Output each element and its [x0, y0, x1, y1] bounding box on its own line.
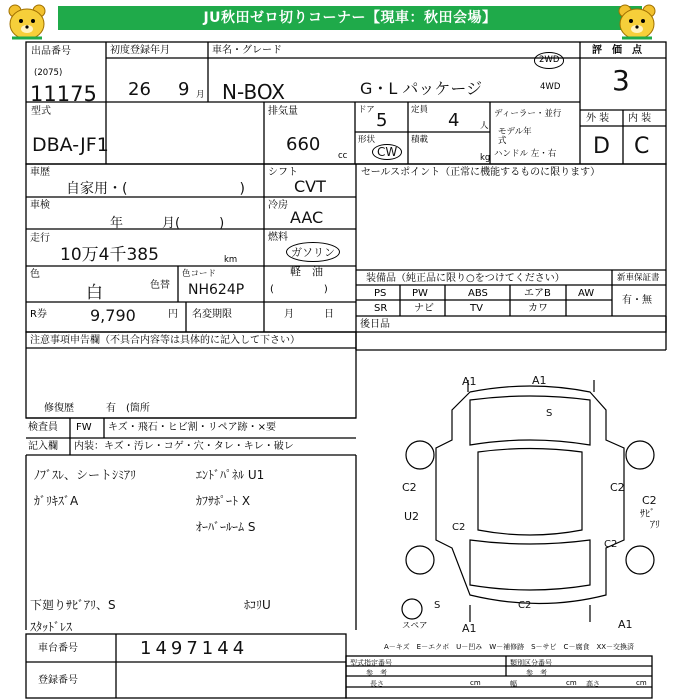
drive-4wd: 4WD [540, 82, 561, 92]
score-value: 3 [612, 64, 630, 97]
damage-mark: S [434, 600, 441, 611]
model-value: DBA-JF1 [32, 134, 109, 156]
handle-label: ハンドル 左・右 [494, 149, 557, 159]
note-line-6: ｶﾌｻﾎﾟｰﾄ X [196, 494, 251, 508]
load-unit: kg [480, 153, 491, 163]
fw-label: FW [76, 422, 92, 433]
capacity-value: 4 [448, 110, 460, 131]
color-code-value: NH624P [188, 282, 245, 298]
chassis-label: 車台番号 [38, 643, 78, 654]
registration-year: 26 [128, 79, 151, 100]
grade-value: G・L パッケージ [360, 79, 483, 98]
equip-leather: カワ [528, 303, 548, 314]
displacement-unit: cc [338, 151, 348, 161]
name-change-label: 名変期限 [192, 309, 232, 320]
history-label: 車歴 [30, 167, 50, 178]
damage-mark: U2 [404, 510, 420, 523]
fuel-gas-text: ガソリン [291, 246, 335, 259]
name-change-unit: 月 日 [284, 309, 334, 320]
car-damage-diagram [402, 380, 654, 622]
mileage-unit: km [224, 255, 238, 265]
damage-mark: C2 [402, 481, 417, 494]
damage-mark: A1 [462, 622, 477, 635]
equip-sr: SR [374, 303, 388, 314]
damage-mark: C2 [518, 600, 532, 611]
note-line-8: ﾎｺﾘU [244, 598, 271, 612]
note-line-3: 下廻りｻﾋﾞｱﾘ、S [30, 598, 116, 612]
fuel-paren: ( ) [270, 284, 328, 295]
shift-value: CVT [294, 177, 326, 196]
ref-label-1: 参 考 [366, 669, 387, 677]
exterior-value: D [593, 134, 610, 159]
recycle-unit: 円 [168, 309, 178, 320]
mileage-label: 走行 [30, 233, 50, 244]
capacity-unit: 人 [480, 121, 489, 131]
shape-value-text: CW [377, 145, 398, 159]
notes-header: 注意事項申告欄（不具合内容等は具体的に記入して下さい） [30, 335, 300, 346]
kizu-row: キズ・飛石・ヒビ割・リペア跡・×要 [108, 422, 276, 433]
repair-history-label: 修復歴 [44, 403, 74, 414]
equip-ps: PS [374, 288, 387, 299]
note-line-2: ｶﾞﾘｷｽﾞA [34, 494, 79, 508]
first-registration-label: 初度登録年月 [110, 45, 170, 56]
damage-mark: C2 [610, 481, 625, 494]
registration-month: 9 [178, 79, 190, 100]
equip-tv: TV [470, 303, 483, 314]
warranty-label: 新車保証書 [617, 273, 660, 283]
car-name-label: 車名・グレード [212, 45, 282, 56]
doors-label: ドア [358, 105, 375, 115]
interior-label: 内 装 [628, 113, 652, 124]
width-unit: cm [566, 679, 577, 687]
after-items-label: 後日品 [360, 319, 390, 330]
color-code-label: 色コード [182, 269, 217, 279]
score-label: 評 価 点 [592, 45, 642, 56]
type-cert-label: 型式指定番号 [350, 659, 392, 667]
category-label: 類別区分番号 [510, 659, 552, 667]
exterior-label: 外 装 [586, 113, 610, 124]
damage-mark: ｱﾘ [650, 520, 660, 531]
equip-pw: PW [412, 288, 428, 299]
doors-value: 5 [376, 110, 388, 131]
displacement-value: 660 [286, 134, 321, 155]
recycle-value: 9,790 [90, 306, 136, 325]
width-label: 幅 [510, 680, 517, 688]
damage-mark: C2 [452, 522, 466, 533]
shift-label: シフト [268, 167, 298, 178]
color-label: 色 [30, 269, 40, 280]
lot-number-label: 出品番号 [31, 46, 71, 57]
plate-label: 登録番号 [38, 675, 78, 686]
damage-mark: C2 [642, 494, 657, 507]
inspector-label: 検査員 [28, 422, 58, 433]
length-unit: cm [470, 679, 481, 687]
lot-number-value: 11175 [30, 82, 97, 106]
damage-mark: A1 [462, 375, 477, 388]
note-line-4: ｽﾀｯﾄﾞﾚｽ [30, 620, 73, 634]
inspection-value: 年 月( ) [110, 216, 225, 231]
model-year-label: モデル年式 [498, 127, 532, 146]
page-title: JU秋田ゼロ切りコーナー【現車：秋田会場】 [58, 6, 642, 30]
length-label: 長さ [370, 680, 384, 688]
height-label: 高さ [586, 680, 600, 688]
repair-history-value: 有 (箇所 [106, 403, 150, 414]
mileage-value: 10万4千385 [60, 245, 159, 265]
history-value: 自家用・( ) [66, 181, 245, 197]
damage-mark: A1 [618, 618, 633, 631]
interior-value: C [634, 134, 650, 159]
damage-mark: A1 [532, 374, 547, 387]
fuel-diesel: 軽 油 [290, 265, 323, 278]
equip-navi: ナビ [414, 303, 434, 314]
shape-label: 形状 [358, 135, 376, 145]
note-line-5: ｴﾝﾄﾞﾊﾟﾈﾙ U1 [196, 468, 265, 482]
damage-mark: S [546, 408, 553, 419]
damage-legend: A－キズ E－エクボ U－凹み W－補修跡 S－サビ C－腐食 XX－交換済 [384, 643, 635, 651]
inspection-label: 車検 [30, 200, 50, 211]
note-line-7: ｵｰﾊﾞｰﾙｰﾑ S [196, 520, 256, 534]
capacity-label: 定員 [411, 105, 429, 115]
fuel-label: 燃料 [268, 232, 288, 243]
equip-aw: AW [578, 288, 595, 299]
fuel-gas [286, 242, 340, 262]
ref-label-2: 参 考 [526, 669, 547, 677]
ac-value: AAC [290, 208, 324, 227]
model-label: 型式 [31, 106, 51, 117]
damage-mark: C2 [604, 539, 618, 550]
ac-label: 冷房 [268, 200, 288, 211]
entry-row: 内装：キズ・汚レ・コゲ・穴・タレ・キレ・破レ [74, 441, 294, 452]
chassis-value: 1497144 [140, 638, 249, 659]
color-value: 白 [86, 283, 103, 303]
spare-tire-label: スペア [402, 621, 428, 631]
dealer-label: ディーラー・並行 [494, 109, 562, 119]
lot-sub: (2075) [34, 68, 63, 78]
displacement-label: 排気量 [268, 106, 298, 117]
drive-2wd [534, 52, 564, 69]
equip-abs: ABS [468, 288, 488, 299]
equip-airbag: エアB [524, 288, 551, 299]
note-line-1: ﾉﾌﾞｽﾚ、シートｼﾐｱﾘ [34, 468, 137, 482]
shape-value [372, 144, 402, 160]
registration-month-unit: 月 [196, 90, 205, 100]
equipment-label: 装備品（純正品に限り○をつけてください） [366, 273, 565, 284]
drive-2wd-text: 2WD [539, 55, 560, 65]
repaint-label: 色替 [150, 280, 170, 291]
recycle-label: R券 [30, 309, 47, 320]
damage-mark: ｻﾋﾞ [640, 509, 655, 520]
entry-label: 記入欄 [28, 441, 58, 452]
sales-point-label: セールスポイント（正常に機能するものに限ります） [361, 167, 601, 178]
load-label: 積載 [411, 135, 429, 145]
warranty-value: 有・無 [622, 295, 652, 306]
height-unit: cm [636, 679, 647, 687]
car-name-value: N-BOX [222, 80, 285, 104]
